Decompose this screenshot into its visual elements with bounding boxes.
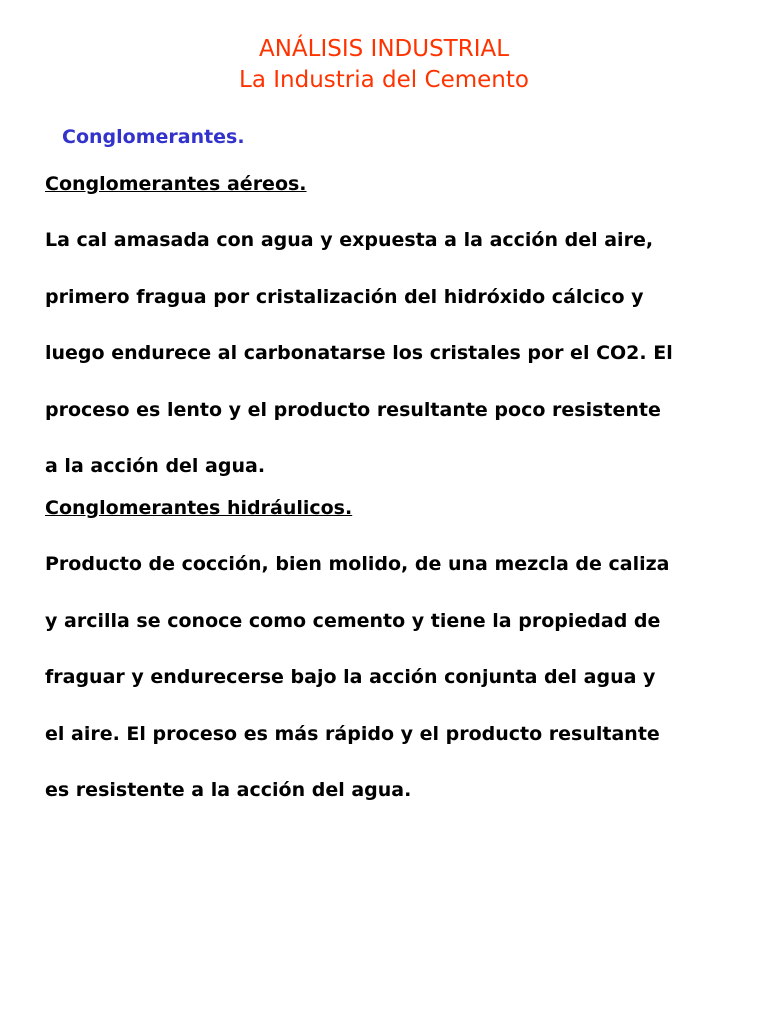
paragraph-line: es resistente a la acción del agua.: [45, 779, 412, 801]
paragraph-line: y arcilla se conoce como cemento y tiene la propiedad de: [45, 609, 661, 632]
subheading-hidraulicos: Conglomerantes hidráulicos.: [45, 497, 353, 519]
paragraph-line: Producto de cocción, bien molido, de una mezcla de caliza: [45, 553, 670, 575]
paragraph-line: el aire. El proceso es más rápido y el producto resultante: [45, 722, 660, 745]
paragraph-line: primero fragua por cristalización del hidróxido cálcico y: [45, 285, 644, 308]
slide-title: [0, 34, 768, 96]
paragraph-line: a la acción del agua.: [45, 455, 266, 477]
paragraph-line: luego endurece al carbonatarse los cristales por el CO2. El: [45, 342, 673, 364]
body-text: [45, 170, 745, 833]
title-line-2: La Industria del Cemento: [239, 67, 529, 93]
title-line-1: ANÁLISIS INDUSTRIAL: [258, 36, 510, 62]
paragraph-line: La cal amasada con agua y expuesta a la acción del aire,: [45, 229, 654, 251]
paragraph-line: proceso es lento y el producto resultante poco resistente: [45, 398, 661, 421]
subheading-aereos: Conglomerantes aéreos.: [45, 173, 307, 195]
section-heading: Conglomerantes.: [62, 126, 245, 148]
paragraph-line: fraguar y endurecerse bajo la acción conjunta del agua y: [45, 666, 656, 688]
